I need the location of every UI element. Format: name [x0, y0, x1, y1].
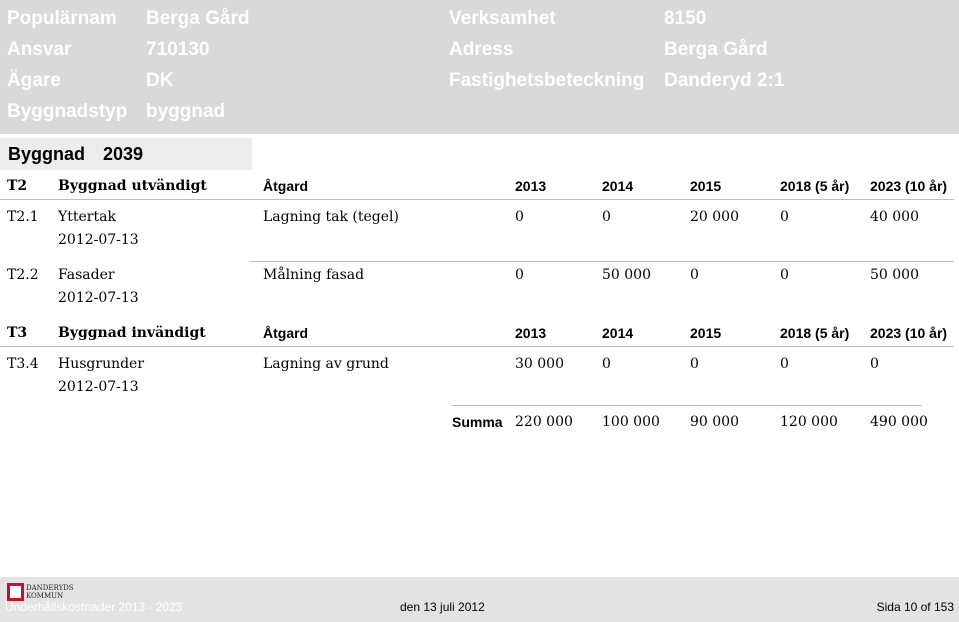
- column-header-atgard: Åtgard: [263, 178, 309, 194]
- coat-of-arms-icon: [7, 583, 24, 601]
- value-2015: 20 000: [690, 209, 739, 225]
- item-code: T2.2: [7, 267, 39, 283]
- value-2014: 50 000: [602, 267, 651, 283]
- summary-2015: 90 000: [690, 414, 739, 430]
- value-2014: 0: [602, 356, 611, 372]
- item-date: 2012-07-13: [58, 290, 139, 306]
- value-popularnam: Berga Gård: [146, 8, 250, 29]
- label-adress: Adress: [449, 39, 514, 60]
- section-title: Byggnad invändigt: [58, 325, 206, 341]
- value-2023: 40 000: [870, 209, 919, 225]
- column-header-2018: 2018 (5 år): [780, 178, 850, 194]
- column-header-2014: 2014: [602, 178, 634, 194]
- item-code: T3.4: [7, 356, 39, 372]
- divider: [250, 261, 954, 262]
- divider: [0, 199, 954, 200]
- value-2023: 50 000: [870, 267, 919, 283]
- label-agare: Ägare: [7, 70, 61, 91]
- column-header-2015: 2015: [690, 178, 722, 194]
- value-2015: 0: [690, 267, 699, 283]
- summary-label: Summa: [452, 414, 503, 430]
- item-action: Lagning tak (tegel): [263, 209, 399, 225]
- column-header-atgard: Åtgard: [263, 325, 309, 341]
- footer-report-title: Underhållskostnader 2013 - 2023: [5, 600, 183, 614]
- label-ansvar: Ansvar: [7, 39, 72, 60]
- column-header-2014: 2014: [602, 325, 634, 341]
- item-name: Fasader: [58, 267, 115, 283]
- logo-text-line1: DANDERYDS: [26, 584, 74, 592]
- section-title: Byggnad utvändigt: [58, 178, 207, 194]
- value-adress: Berga Gård: [664, 39, 768, 60]
- kommun-logo: [7, 583, 75, 601]
- logo-text-line2: KOMMUN: [26, 592, 64, 600]
- summary-2013: 220 000: [515, 414, 573, 430]
- column-header-2018: 2018 (5 år): [780, 325, 850, 341]
- property-header: [0, 0, 959, 134]
- item-code: T2.1: [7, 209, 39, 225]
- building-label: Byggnad: [8, 144, 86, 164]
- column-header-2023: 2023 (10 år): [870, 325, 948, 341]
- label-byggnadstyp: Byggnadstyp: [7, 101, 128, 122]
- summary-2018: 120 000: [780, 414, 838, 430]
- value-ansvar: 710130: [146, 39, 210, 60]
- label-verksamhet: Verksamhet: [449, 8, 556, 29]
- summary-2023: 490 000: [870, 414, 928, 430]
- section-code: T3: [7, 325, 28, 341]
- item-name: Husgrunder: [58, 356, 145, 372]
- item-name: Yttertak: [58, 209, 116, 225]
- divider: [452, 405, 922, 406]
- value-2014: 0: [602, 209, 611, 225]
- summary-2014: 100 000: [602, 414, 660, 430]
- column-header-2013: 2013: [515, 178, 547, 194]
- value-verksamhet: 8150: [664, 8, 707, 29]
- value-byggnadstyp: byggnad: [146, 101, 226, 122]
- item-date: 2012-07-13: [58, 232, 139, 248]
- value-fastighetsbeteckning: Danderyd 2:1: [664, 70, 785, 91]
- item-date: 2012-07-13: [58, 379, 139, 395]
- building-number: 2039: [103, 144, 144, 164]
- item-action: Målning fasad: [263, 267, 365, 283]
- value-2018: 0: [780, 356, 789, 372]
- column-header-2023: 2023 (10 år): [870, 178, 948, 194]
- footer-page-number: Sida 10 of 153: [876, 600, 954, 614]
- value-agare: DK: [146, 70, 174, 91]
- footer-date: den 13 juli 2012: [400, 600, 485, 614]
- column-header-2013: 2013: [515, 325, 547, 341]
- value-2018: 0: [780, 267, 789, 283]
- value-2023: 0: [870, 356, 879, 372]
- label-popularnam: Populärnam: [7, 8, 117, 29]
- section-code: T2: [7, 178, 28, 194]
- divider: [0, 346, 954, 347]
- item-action: Lagning av grund: [263, 356, 389, 372]
- value-2013: 0: [515, 267, 524, 283]
- value-2015: 0: [690, 356, 699, 372]
- column-header-2015: 2015: [690, 325, 722, 341]
- value-2013: 0: [515, 209, 524, 225]
- building-title: [0, 138, 252, 170]
- value-2013: 30 000: [515, 356, 564, 372]
- value-2018: 0: [780, 209, 789, 225]
- label-fastighetsbeteckning: Fastighetsbeteckning: [449, 70, 645, 91]
